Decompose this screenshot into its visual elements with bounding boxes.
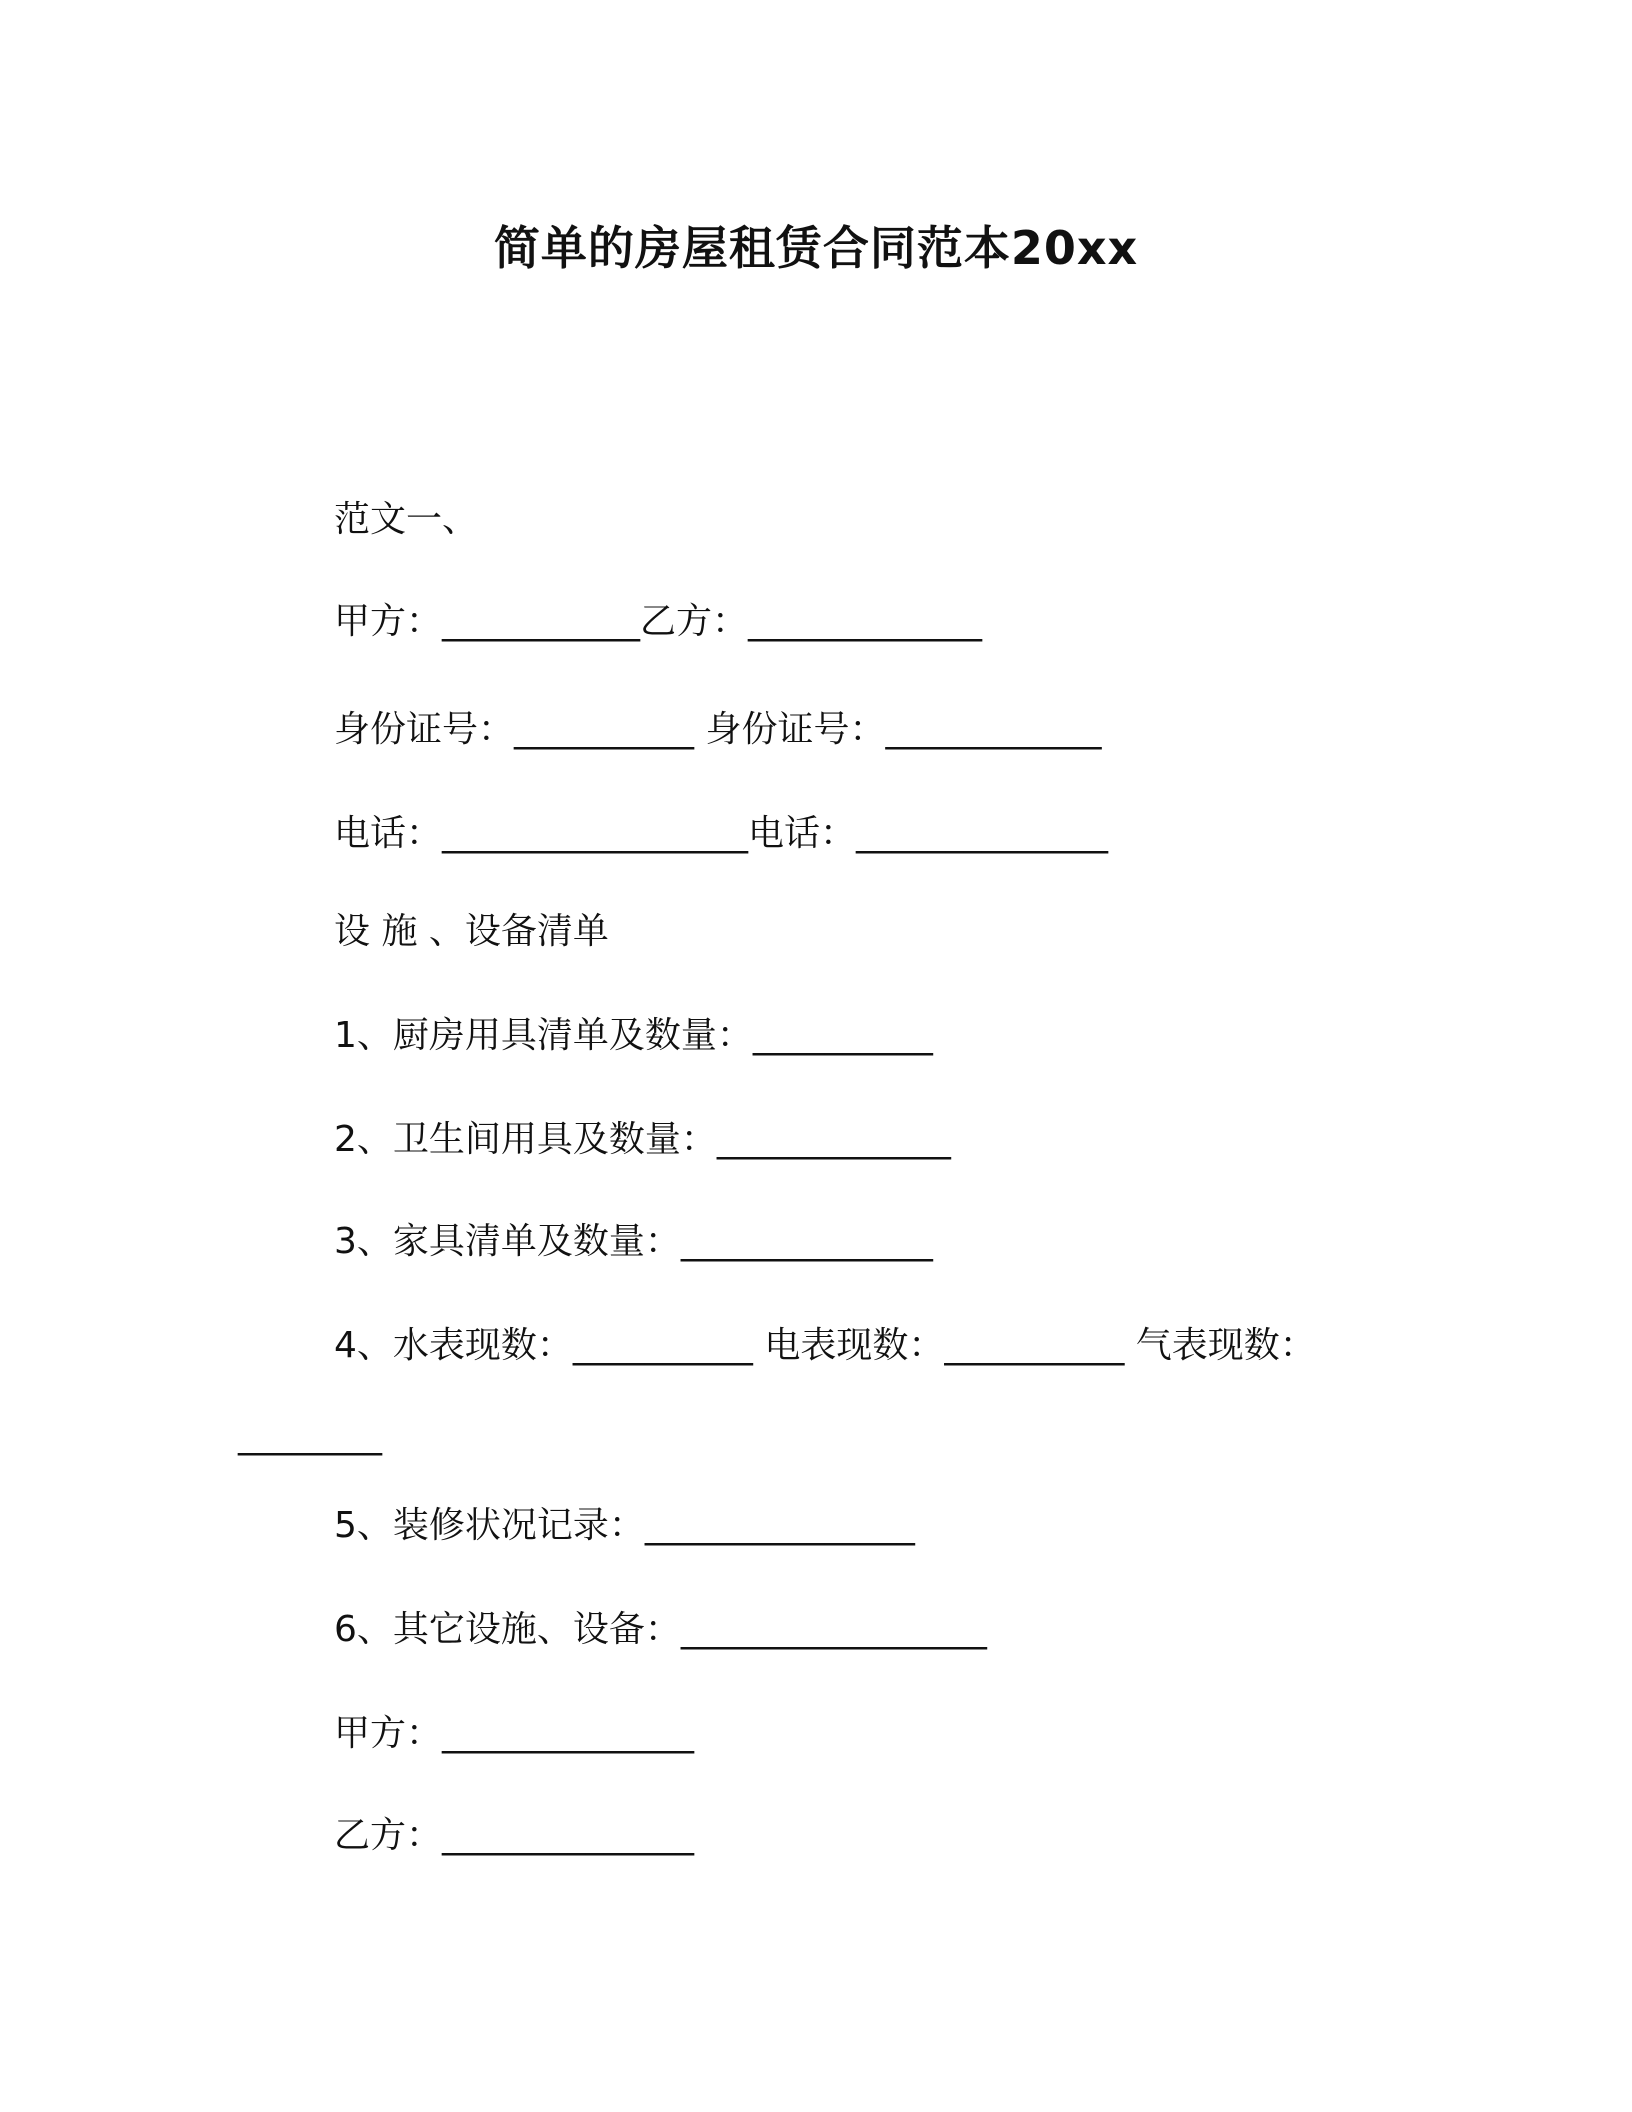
list-item	[334, 1502, 915, 1550]
list-item-text: 6、其它设施、设备：_________________	[334, 1609, 987, 1650]
list-item	[334, 1322, 1316, 1370]
list-item-text: 3、家具清单及数量：______________	[334, 1221, 933, 1262]
list-item	[334, 1606, 987, 1654]
list-item-text: 2、卫生间用具及数量：_____________	[334, 1119, 951, 1160]
facilities-heading: 设 施 、设备清单	[334, 911, 609, 952]
phone-line	[334, 810, 1108, 858]
section-label: 范文一、	[334, 499, 479, 540]
list-item-text: 1、厨房用具清单及数量：__________	[334, 1015, 933, 1056]
id-line-text: 身份证号：__________ 身份证号：____________	[334, 709, 1102, 750]
signature-party-b	[334, 1812, 694, 1860]
list-item-text: ________	[238, 1415, 382, 1456]
list-item-continuation	[238, 1412, 382, 1460]
list-item	[334, 1012, 933, 1060]
list-item	[334, 1218, 933, 1266]
signature-text: 乙方：______________	[334, 1815, 695, 1856]
party-line	[334, 598, 982, 646]
party-line-text: 甲方：___________乙方：_____________	[334, 601, 983, 642]
document-title: 简单的房屋租赁合同范本20xx	[493, 221, 1139, 275]
list-item	[334, 1116, 951, 1164]
list-item-text: 4、水表现数：__________ 电表现数：__________ 气表现数：	[334, 1325, 1316, 1366]
phone-line-text: 电话：_________________电话：______________	[334, 813, 1109, 854]
signature-party-a	[334, 1710, 694, 1758]
id-line	[334, 706, 1101, 754]
list-item-text: 5、装修状况记录：_______________	[334, 1505, 915, 1546]
signature-text: 甲方：______________	[334, 1713, 695, 1754]
